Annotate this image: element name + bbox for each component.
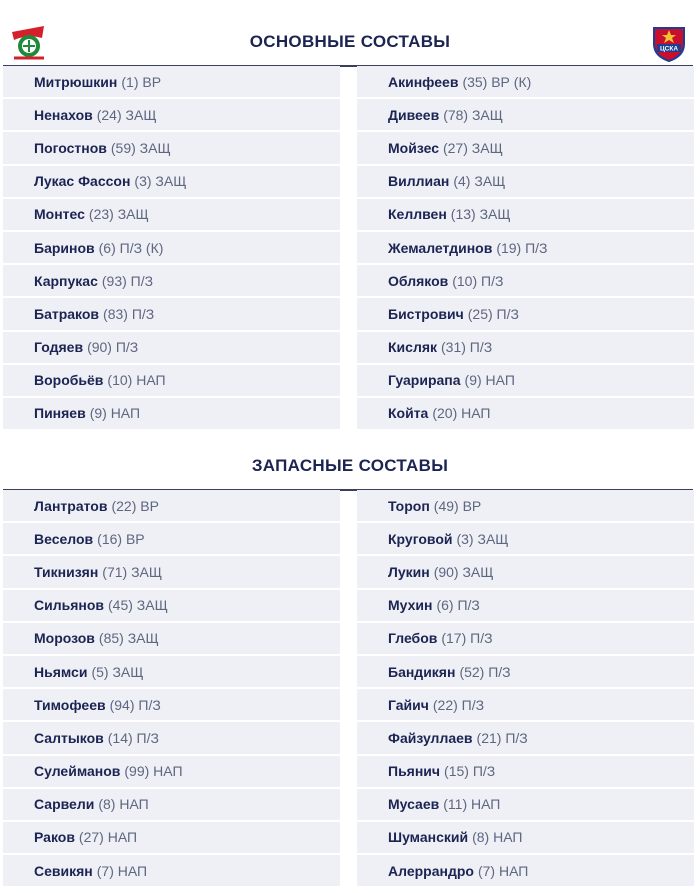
player-row bbox=[3, 722, 340, 753]
player-row bbox=[3, 232, 340, 263]
player-number-position: (35) ВР (К) bbox=[462, 73, 532, 90]
player-name: Дивеев bbox=[388, 106, 440, 123]
player-name: Тикнизян bbox=[34, 563, 99, 580]
player-row bbox=[357, 365, 694, 396]
player-row bbox=[3, 199, 340, 230]
player-number-position: (15) П/З bbox=[444, 763, 496, 780]
player-row bbox=[357, 265, 694, 296]
player-number-position: (20) НАП bbox=[432, 405, 491, 422]
player-name: Лукин bbox=[388, 563, 430, 580]
player-row bbox=[3, 332, 340, 363]
player-name: Бистрович bbox=[388, 305, 464, 322]
player-name: Кисляк bbox=[388, 339, 438, 356]
player-row bbox=[357, 556, 694, 587]
player-number-position: (78) ЗАЩ bbox=[443, 106, 503, 123]
player-name: Круговой bbox=[388, 530, 453, 547]
player-number-position: (7) НАП bbox=[477, 862, 529, 879]
player-row bbox=[3, 756, 340, 787]
player-name: Обляков bbox=[388, 272, 449, 289]
player-number-position: (9) НАП bbox=[464, 372, 515, 389]
player-number-position: (85) ЗАЩ bbox=[98, 630, 159, 647]
player-name: Мойзес bbox=[388, 139, 439, 156]
player-number-position: (24) ЗАЩ bbox=[96, 106, 157, 123]
player-name: Шуманский bbox=[388, 829, 469, 846]
player-row bbox=[357, 855, 694, 886]
player-name: Карпукас bbox=[34, 272, 98, 289]
player-name: Лантратов bbox=[34, 497, 108, 514]
player-row bbox=[357, 99, 694, 130]
player-number-position: (10) П/З bbox=[452, 272, 504, 289]
player-number-position: (45) ЗАЩ bbox=[108, 597, 168, 614]
player-number-position: (94) П/З bbox=[109, 696, 161, 713]
player-row bbox=[3, 398, 340, 429]
player-row bbox=[357, 199, 694, 230]
player-row bbox=[357, 490, 694, 521]
player-name: Митрюшкин bbox=[34, 73, 118, 90]
cska-logo-text: ЦСКА bbox=[659, 45, 679, 53]
player-name: Келлвен bbox=[388, 206, 447, 223]
player-number-position: (8) НАП bbox=[472, 829, 523, 846]
player-number-position: (3) ЗАЩ bbox=[456, 530, 509, 547]
starting-home-list bbox=[3, 66, 340, 431]
player-row bbox=[357, 656, 694, 687]
player-number-position: (83) П/З bbox=[103, 305, 155, 322]
player-name: Раков bbox=[34, 829, 75, 846]
player-name: Салтыков bbox=[34, 729, 104, 746]
player-name: Гайич bbox=[388, 696, 429, 713]
player-name: Файзуллаев bbox=[388, 729, 473, 746]
player-number-position: (27) НАП bbox=[78, 829, 138, 846]
player-row bbox=[357, 132, 694, 163]
player-name: Годяев bbox=[34, 339, 84, 356]
player-number-position: (71) ЗАЩ bbox=[102, 563, 162, 580]
player-name: Батраков bbox=[34, 305, 100, 322]
player-number-position: (22) П/З bbox=[432, 696, 485, 713]
subs-away-list bbox=[357, 490, 694, 888]
player-name: Сарвели bbox=[34, 796, 95, 813]
player-row bbox=[357, 789, 694, 820]
player-number-position: (3) ЗАЩ bbox=[134, 173, 187, 190]
player-name: Алеррандро bbox=[388, 862, 474, 879]
player-number-position: (22) ВР bbox=[111, 497, 159, 514]
player-name: Виллиан bbox=[388, 173, 450, 190]
player-row bbox=[357, 590, 694, 621]
player-number-position: (6) П/З (К) bbox=[98, 239, 164, 256]
player-number-position: (6) П/З bbox=[436, 597, 480, 614]
player-row bbox=[357, 722, 694, 753]
player-row bbox=[357, 166, 694, 197]
player-number-position: (52) П/З bbox=[459, 663, 511, 680]
player-name: Пиняев bbox=[34, 405, 86, 422]
player-name: Морозов bbox=[34, 630, 95, 647]
starting-lineups-title: ОСНОВНЫЕ СОСТАВЫ bbox=[249, 32, 451, 51]
player-row bbox=[3, 523, 340, 554]
player-row bbox=[357, 756, 694, 787]
player-number-position: (49) ВР bbox=[433, 497, 482, 514]
starting-away-list bbox=[357, 66, 694, 431]
player-name: Мусаев bbox=[388, 796, 440, 813]
player-number-position: (14) П/З bbox=[107, 729, 159, 746]
player-name: Мухин bbox=[388, 597, 433, 614]
player-name: Баринов bbox=[34, 239, 95, 256]
player-name: Лукас Фассон bbox=[34, 173, 131, 190]
player-number-position: (7) НАП bbox=[96, 862, 148, 879]
player-row bbox=[357, 232, 694, 263]
player-number-position: (21) П/З bbox=[476, 729, 528, 746]
player-row bbox=[3, 590, 340, 621]
player-name: Пьянич bbox=[388, 763, 441, 780]
player-row bbox=[357, 398, 694, 429]
player-number-position: (19) П/З bbox=[496, 239, 548, 256]
player-number-position: (90) ЗАЩ bbox=[433, 563, 494, 580]
player-name: Веселов bbox=[34, 530, 94, 547]
player-name: Гуарирапа bbox=[388, 372, 461, 389]
player-row bbox=[3, 265, 340, 296]
player-row bbox=[357, 689, 694, 720]
player-number-position: (16) ВР bbox=[97, 530, 145, 547]
player-row bbox=[3, 99, 340, 130]
player-name: Тороп bbox=[388, 497, 430, 514]
player-number-position: (9) НАП bbox=[89, 405, 141, 422]
player-name: Акинфеев bbox=[388, 73, 459, 90]
player-row bbox=[3, 365, 340, 396]
player-row bbox=[357, 822, 694, 853]
player-name: Сулейманов bbox=[34, 763, 121, 780]
player-row bbox=[357, 623, 694, 654]
player-row bbox=[3, 298, 340, 329]
player-name: Севикян bbox=[34, 862, 93, 879]
player-name: Ненахов bbox=[34, 106, 93, 123]
player-number-position: (25) П/З bbox=[467, 305, 519, 322]
player-number-position: (93) П/З bbox=[101, 272, 154, 289]
player-row bbox=[3, 689, 340, 720]
player-number-position: (4) ЗАЩ bbox=[453, 173, 506, 190]
player-row bbox=[3, 656, 340, 687]
player-number-position: (13) ЗАЩ bbox=[450, 206, 511, 223]
player-name: Глебов bbox=[388, 630, 438, 647]
player-row bbox=[357, 332, 694, 363]
player-row bbox=[3, 66, 340, 97]
player-name: Воробьёв bbox=[34, 372, 104, 389]
player-name: Жемалетдинов bbox=[388, 239, 493, 256]
player-number-position: (99) НАП bbox=[124, 763, 183, 780]
player-number-position: (23) ЗАЩ bbox=[88, 206, 149, 223]
player-name: Койта bbox=[388, 405, 429, 422]
player-number-position: (8) НАП bbox=[98, 796, 149, 813]
player-row bbox=[3, 855, 340, 886]
player-row bbox=[3, 556, 340, 587]
player-name: Погостнов bbox=[34, 139, 107, 156]
player-row bbox=[3, 822, 340, 853]
player-row bbox=[3, 132, 340, 163]
player-number-position: (11) НАП bbox=[443, 796, 501, 813]
player-name: Бандикян bbox=[388, 663, 456, 680]
player-number-position: (17) П/З bbox=[441, 630, 493, 647]
player-row bbox=[3, 166, 340, 197]
player-name: Сильянов bbox=[34, 597, 104, 614]
player-row bbox=[3, 623, 340, 654]
player-row bbox=[357, 523, 694, 554]
player-row bbox=[3, 789, 340, 820]
player-number-position: (5) ЗАЩ bbox=[91, 663, 144, 680]
player-number-position: (90) П/З bbox=[87, 339, 139, 356]
player-row bbox=[357, 298, 694, 329]
player-row bbox=[3, 490, 340, 521]
player-number-position: (59) ЗАЩ bbox=[110, 139, 171, 156]
substitutes-title: ЗАПАСНЫЕ СОСТАВЫ bbox=[251, 456, 449, 475]
player-name: Тимофеев bbox=[34, 696, 106, 713]
player-row bbox=[357, 66, 694, 97]
player-number-position: (1) ВР bbox=[121, 73, 162, 90]
player-number-position: (27) ЗАЩ bbox=[442, 139, 503, 156]
player-name: Ньямси bbox=[34, 663, 88, 680]
subs-home-list bbox=[3, 490, 340, 888]
player-name: Монтес bbox=[34, 206, 85, 223]
player-number-position: (31) П/З bbox=[441, 339, 493, 356]
player-number-position: (10) НАП bbox=[107, 372, 166, 389]
